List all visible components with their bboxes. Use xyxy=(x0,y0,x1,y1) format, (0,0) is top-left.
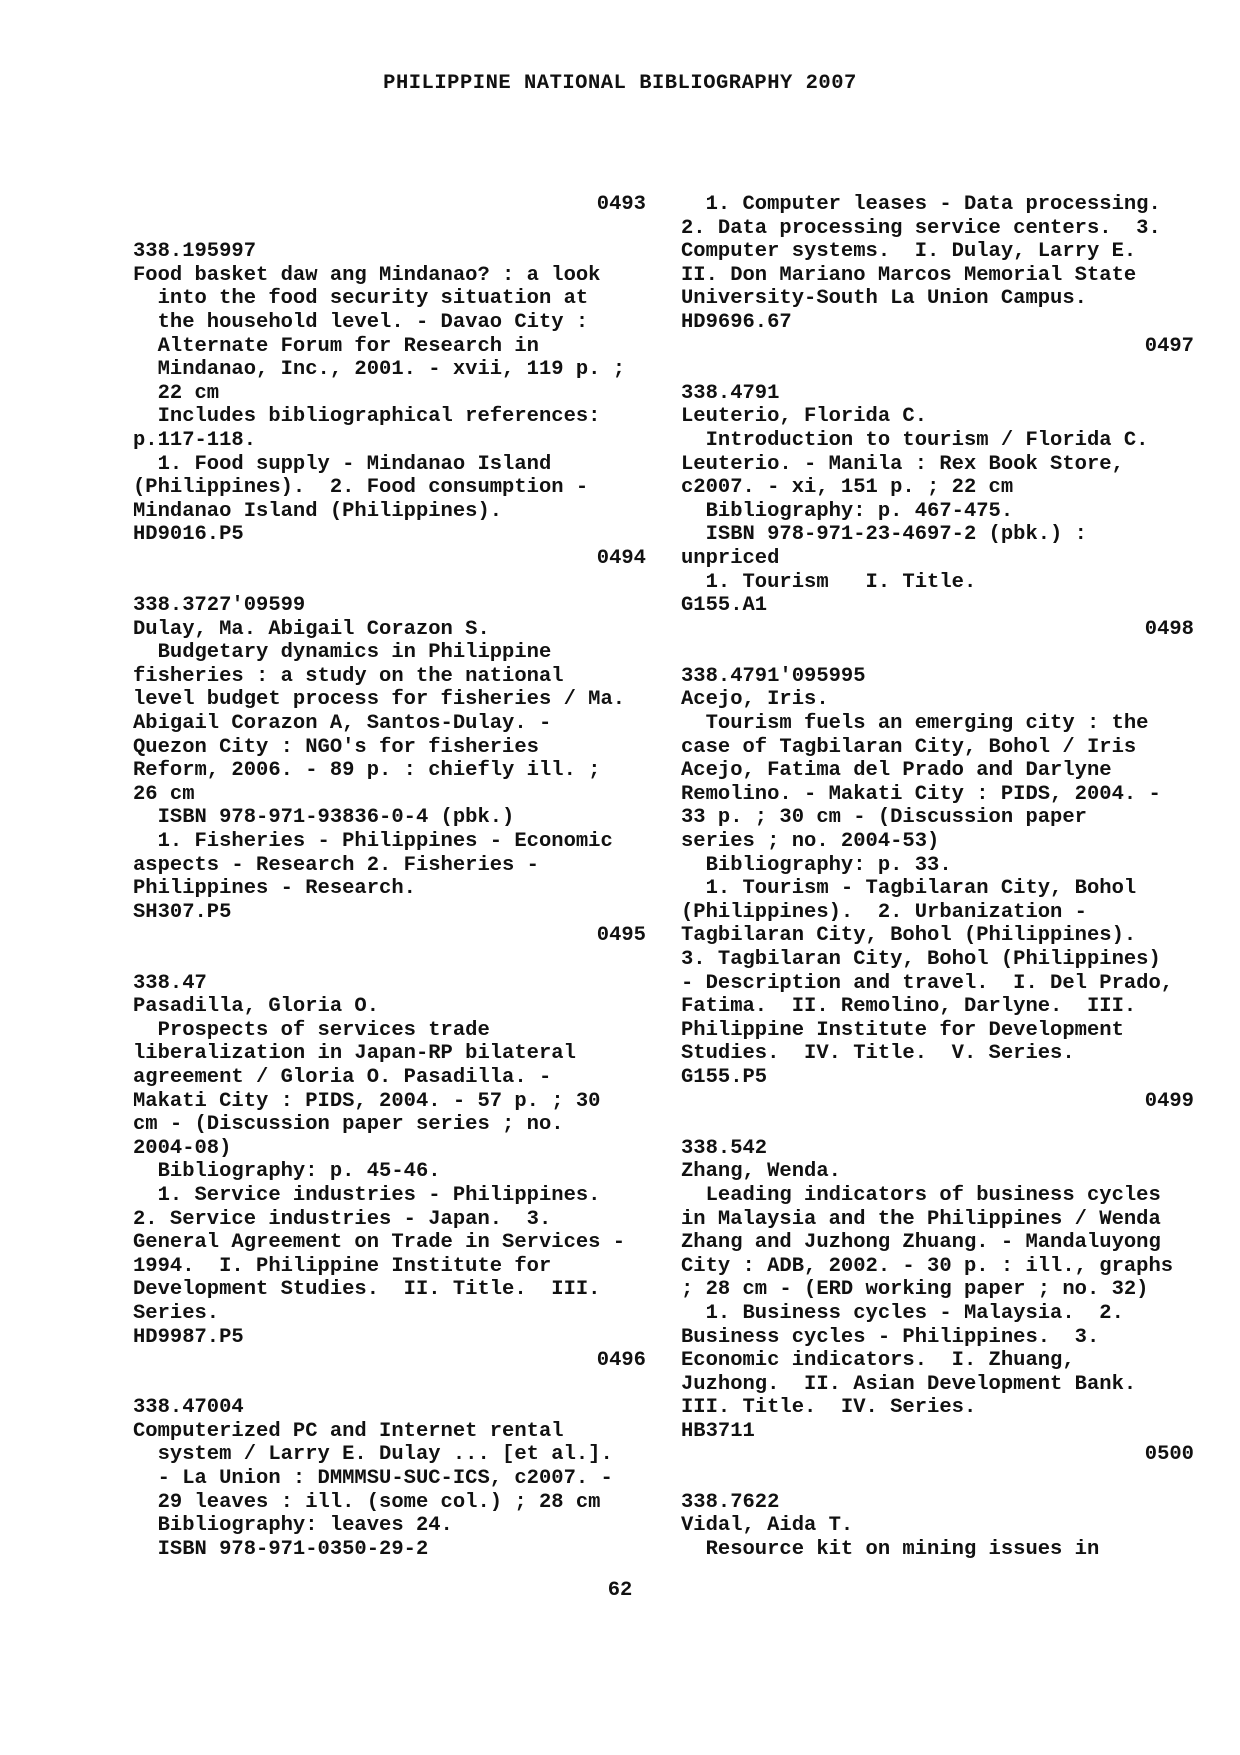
entry-line: ISBN 978-971-23-4697-2 (pbk.) : xyxy=(681,523,1087,547)
entry-line: Alternate Forum for Research in xyxy=(133,334,539,358)
entry-line: Bibliography: leaves 24. xyxy=(133,1514,453,1538)
entry-line: Business cycles - Philippines. 3. xyxy=(681,1325,1100,1349)
entry-line: ; 28 cm - (ERD working paper ; no. 32) xyxy=(681,1278,1149,1302)
entry-line: ISBN 978-971-0350-29-2 xyxy=(133,1537,429,1561)
entry-line: the household level. - Davao City : xyxy=(133,310,589,334)
entry-line: Tagbilaran City, Bohol (Philippines). xyxy=(681,924,1137,948)
entry-line: 1. Business cycles - Malaysia. 2. xyxy=(681,1301,1124,1325)
entry-line: Food basket daw ang Mindanao? : a look xyxy=(133,263,601,287)
page-number: 62 xyxy=(607,1579,633,1602)
entry-line: Resource kit on mining issues in xyxy=(681,1537,1100,1561)
entry-0498 xyxy=(681,618,1194,1090)
entry-line: Pasadilla, Gloria O. xyxy=(133,995,380,1019)
entry-line: 2004-08) xyxy=(133,1136,232,1160)
entry-line: Zhang, Wenda. xyxy=(681,1160,841,1184)
classification-number: G155.P5 xyxy=(681,1065,768,1089)
entry-line: Mindanao, Inc., 2001. - xvii, 119 p. ; xyxy=(133,358,626,382)
entry-line: Computer systems. I. Dulay, Larry E. xyxy=(681,240,1137,264)
entry-line: 2. Data processing service centers. 3. xyxy=(681,216,1161,240)
entry-line: cm - (Discussion paper series ; no. xyxy=(133,1113,564,1137)
entry-line: Reform, 2006. - 89 p. : chiefly ill. ; xyxy=(133,759,601,783)
entry-line: in Malaysia and the Philippines / Wenda xyxy=(681,1207,1161,1231)
classification-number: HD9016.P5 xyxy=(133,523,244,547)
entry-line: case of Tagbilaran City, Bohol / Iris xyxy=(681,735,1137,759)
entry-line: ISBN 978-971-93836-0-4 (pbk.) xyxy=(133,806,515,830)
entry-line: Tourism fuels an emerging city : the xyxy=(681,712,1149,736)
entry-line: Series. xyxy=(133,1301,220,1325)
entry-line: p.117-118. xyxy=(133,428,257,452)
entry-line: Abigail Corazon A, Santos-Dulay. - xyxy=(133,712,552,736)
entry-line: Leuterio, Florida C. xyxy=(681,405,928,429)
entry-line: 3. Tagbilaran City, Bohol (Philippines) xyxy=(681,948,1161,971)
entry-line: Fatima. II. Remolino, Darlyne. III. xyxy=(681,995,1137,1019)
entry-number: 0495 xyxy=(596,924,646,948)
entry-line: III. Title. IV. Series. xyxy=(681,1396,977,1420)
entry-line: 2. Service industries - Japan. 3. xyxy=(133,1207,552,1231)
classification-number: HB3711 xyxy=(681,1419,755,1443)
entry-line: system / Larry E. Dulay ... [et al.]. xyxy=(133,1443,613,1467)
entry-line: into the food security situation at xyxy=(133,287,589,311)
classification-number: SH307.P5 xyxy=(133,900,232,924)
entry-line: Makati City : PIDS, 2004. - 57 p. ; 30 xyxy=(133,1089,601,1113)
entry-line: c2007. - xi, 151 p. ; 22 cm xyxy=(681,476,1014,500)
entry-0500 xyxy=(681,1443,1194,1561)
entry-line: series ; no. 2004-53) xyxy=(681,830,940,854)
entry-line: Quezon City : NGO's for fisheries xyxy=(133,735,539,759)
right-column xyxy=(681,193,1194,1561)
entry-line: (Philippines). 2. Urbanization - xyxy=(681,900,1087,924)
entry-line: Acejo, Iris. xyxy=(681,688,829,712)
entry-0496-continued xyxy=(681,193,1194,335)
entry-0496 xyxy=(133,1349,646,1561)
entry-line: Dulay, Ma. Abigail Corazon S. xyxy=(133,617,490,641)
entry-0495 xyxy=(133,924,646,1349)
entry-line: Budgetary dynamics in Philippine xyxy=(133,641,552,665)
entry-line: Includes bibliographical references: xyxy=(133,405,601,429)
entry-line: - Description and travel. I. Del Prado, xyxy=(681,971,1174,995)
entry-line: City : ADB, 2002. - 30 p. : ill., graphs xyxy=(681,1254,1174,1278)
entry-line: Philippine Institute for Development xyxy=(681,1018,1124,1042)
entry-0497 xyxy=(681,335,1194,618)
entry-line: II. Don Mariano Marcos Memorial State xyxy=(681,263,1137,287)
call-number: 338.3727'09599 xyxy=(133,594,306,618)
entry-line: fisheries : a study on the national xyxy=(133,664,564,688)
entry-line: 1. Fisheries - Philippines - Economic xyxy=(133,830,613,854)
entry-line: Leuterio. - Manila : Rex Book Store, xyxy=(681,452,1124,476)
entry-number: 0499 xyxy=(1144,1089,1194,1113)
entry-line: level budget process for fisheries / Ma. xyxy=(133,688,626,712)
entry-line: liberalization in Japan-RP bilateral xyxy=(133,1042,576,1066)
entry-line: Zhang and Juzhong Zhuang. - Mandaluyong xyxy=(681,1231,1161,1255)
entry-line: (Philippines). 2. Food consumption - xyxy=(133,476,589,500)
classification-number: HD9696.67 xyxy=(681,310,792,334)
entry-line: Acejo, Fatima del Prado and Darlyne xyxy=(681,759,1112,783)
entry-line: - La Union : DMMMSU-SUC-ICS, c2007. - xyxy=(133,1467,613,1491)
entry-number: 0498 xyxy=(1144,617,1194,641)
entry-line: Economic indicators. I. Zhuang, xyxy=(681,1349,1075,1373)
entry-line: University-South La Union Campus. xyxy=(681,287,1087,311)
classification-number: G155.A1 xyxy=(681,594,768,618)
entry-line: 29 leaves : ill. (some col.) ; 28 cm xyxy=(133,1490,601,1514)
entry-line: Remolino. - Makati City : PIDS, 2004. - xyxy=(681,782,1161,806)
entry-line: Leading indicators of business cycles xyxy=(681,1183,1161,1207)
entry-line: Prospects of services trade xyxy=(133,1018,490,1042)
call-number: 338.4791'095995 xyxy=(681,664,866,688)
entry-line: Bibliography: p. 467-475. xyxy=(681,499,1014,523)
entry-line: agreement / Gloria O. Pasadilla. - xyxy=(133,1065,552,1089)
entry-line: Juzhong. II. Asian Development Bank. xyxy=(681,1372,1137,1396)
entry-number: 0497 xyxy=(1144,334,1194,358)
entry-line: Introduction to tourism / Florida C. xyxy=(681,428,1149,452)
call-number: 338.195997 xyxy=(133,240,257,264)
entry-0493 xyxy=(133,193,646,547)
entry-line: Vidal, Aida T. xyxy=(681,1514,854,1538)
entry-number: 0496 xyxy=(596,1349,646,1373)
entry-line: Studies. IV. Title. V. Series. xyxy=(681,1042,1075,1066)
entry-line: 1994. I. Philippine Institute for xyxy=(133,1254,552,1278)
entry-line: 22 cm xyxy=(133,381,220,405)
entry-line: 33 p. ; 30 cm - (Discussion paper xyxy=(681,806,1087,830)
call-number: 338.47 xyxy=(133,971,207,995)
call-number: 338.4791 xyxy=(681,381,780,405)
entry-line: 26 cm xyxy=(133,782,195,806)
call-number: 338.47004 xyxy=(133,1396,244,1420)
entry-0494 xyxy=(133,547,646,925)
entry-number: 0494 xyxy=(596,546,646,570)
entry-number: 0500 xyxy=(1144,1443,1194,1467)
entry-line: 1. Food supply - Mindanao Island xyxy=(133,452,552,476)
classification-number: HD9987.P5 xyxy=(133,1325,244,1349)
entry-line: Bibliography: p. 33. xyxy=(681,853,952,877)
entry-line: 1. Service industries - Philippines. xyxy=(133,1183,601,1207)
entry-line: Mindanao Island (Philippines). xyxy=(133,499,503,523)
entry-line: Development Studies. II. Title. III. xyxy=(133,1278,601,1302)
entry-line: Computerized PC and Internet rental xyxy=(133,1419,564,1443)
entry-line: Philippines - Research. xyxy=(133,877,416,901)
entry-line: General Agreement on Trade in Services - xyxy=(133,1231,626,1255)
call-number: 338.7622 xyxy=(681,1490,780,1514)
call-number: 338.542 xyxy=(681,1136,768,1160)
entry-number: 0493 xyxy=(596,193,646,216)
entry-line: Bibliography: p. 45-46. xyxy=(133,1160,441,1184)
entry-0499 xyxy=(681,1090,1194,1444)
entry-line: 1. Tourism - Tagbilaran City, Bohol xyxy=(681,877,1137,901)
entry-line: 1. Computer leases - Data processing. xyxy=(681,193,1161,216)
left-column xyxy=(133,193,646,1561)
entry-line: 1. Tourism I. Title. xyxy=(681,570,977,594)
page-header: PHILIPPINE NATIONAL BIBLIOGRAPHY 2007 xyxy=(383,72,857,95)
entry-line: unpriced xyxy=(681,546,780,570)
entry-line: aspects - Research 2. Fisheries - xyxy=(133,853,539,877)
